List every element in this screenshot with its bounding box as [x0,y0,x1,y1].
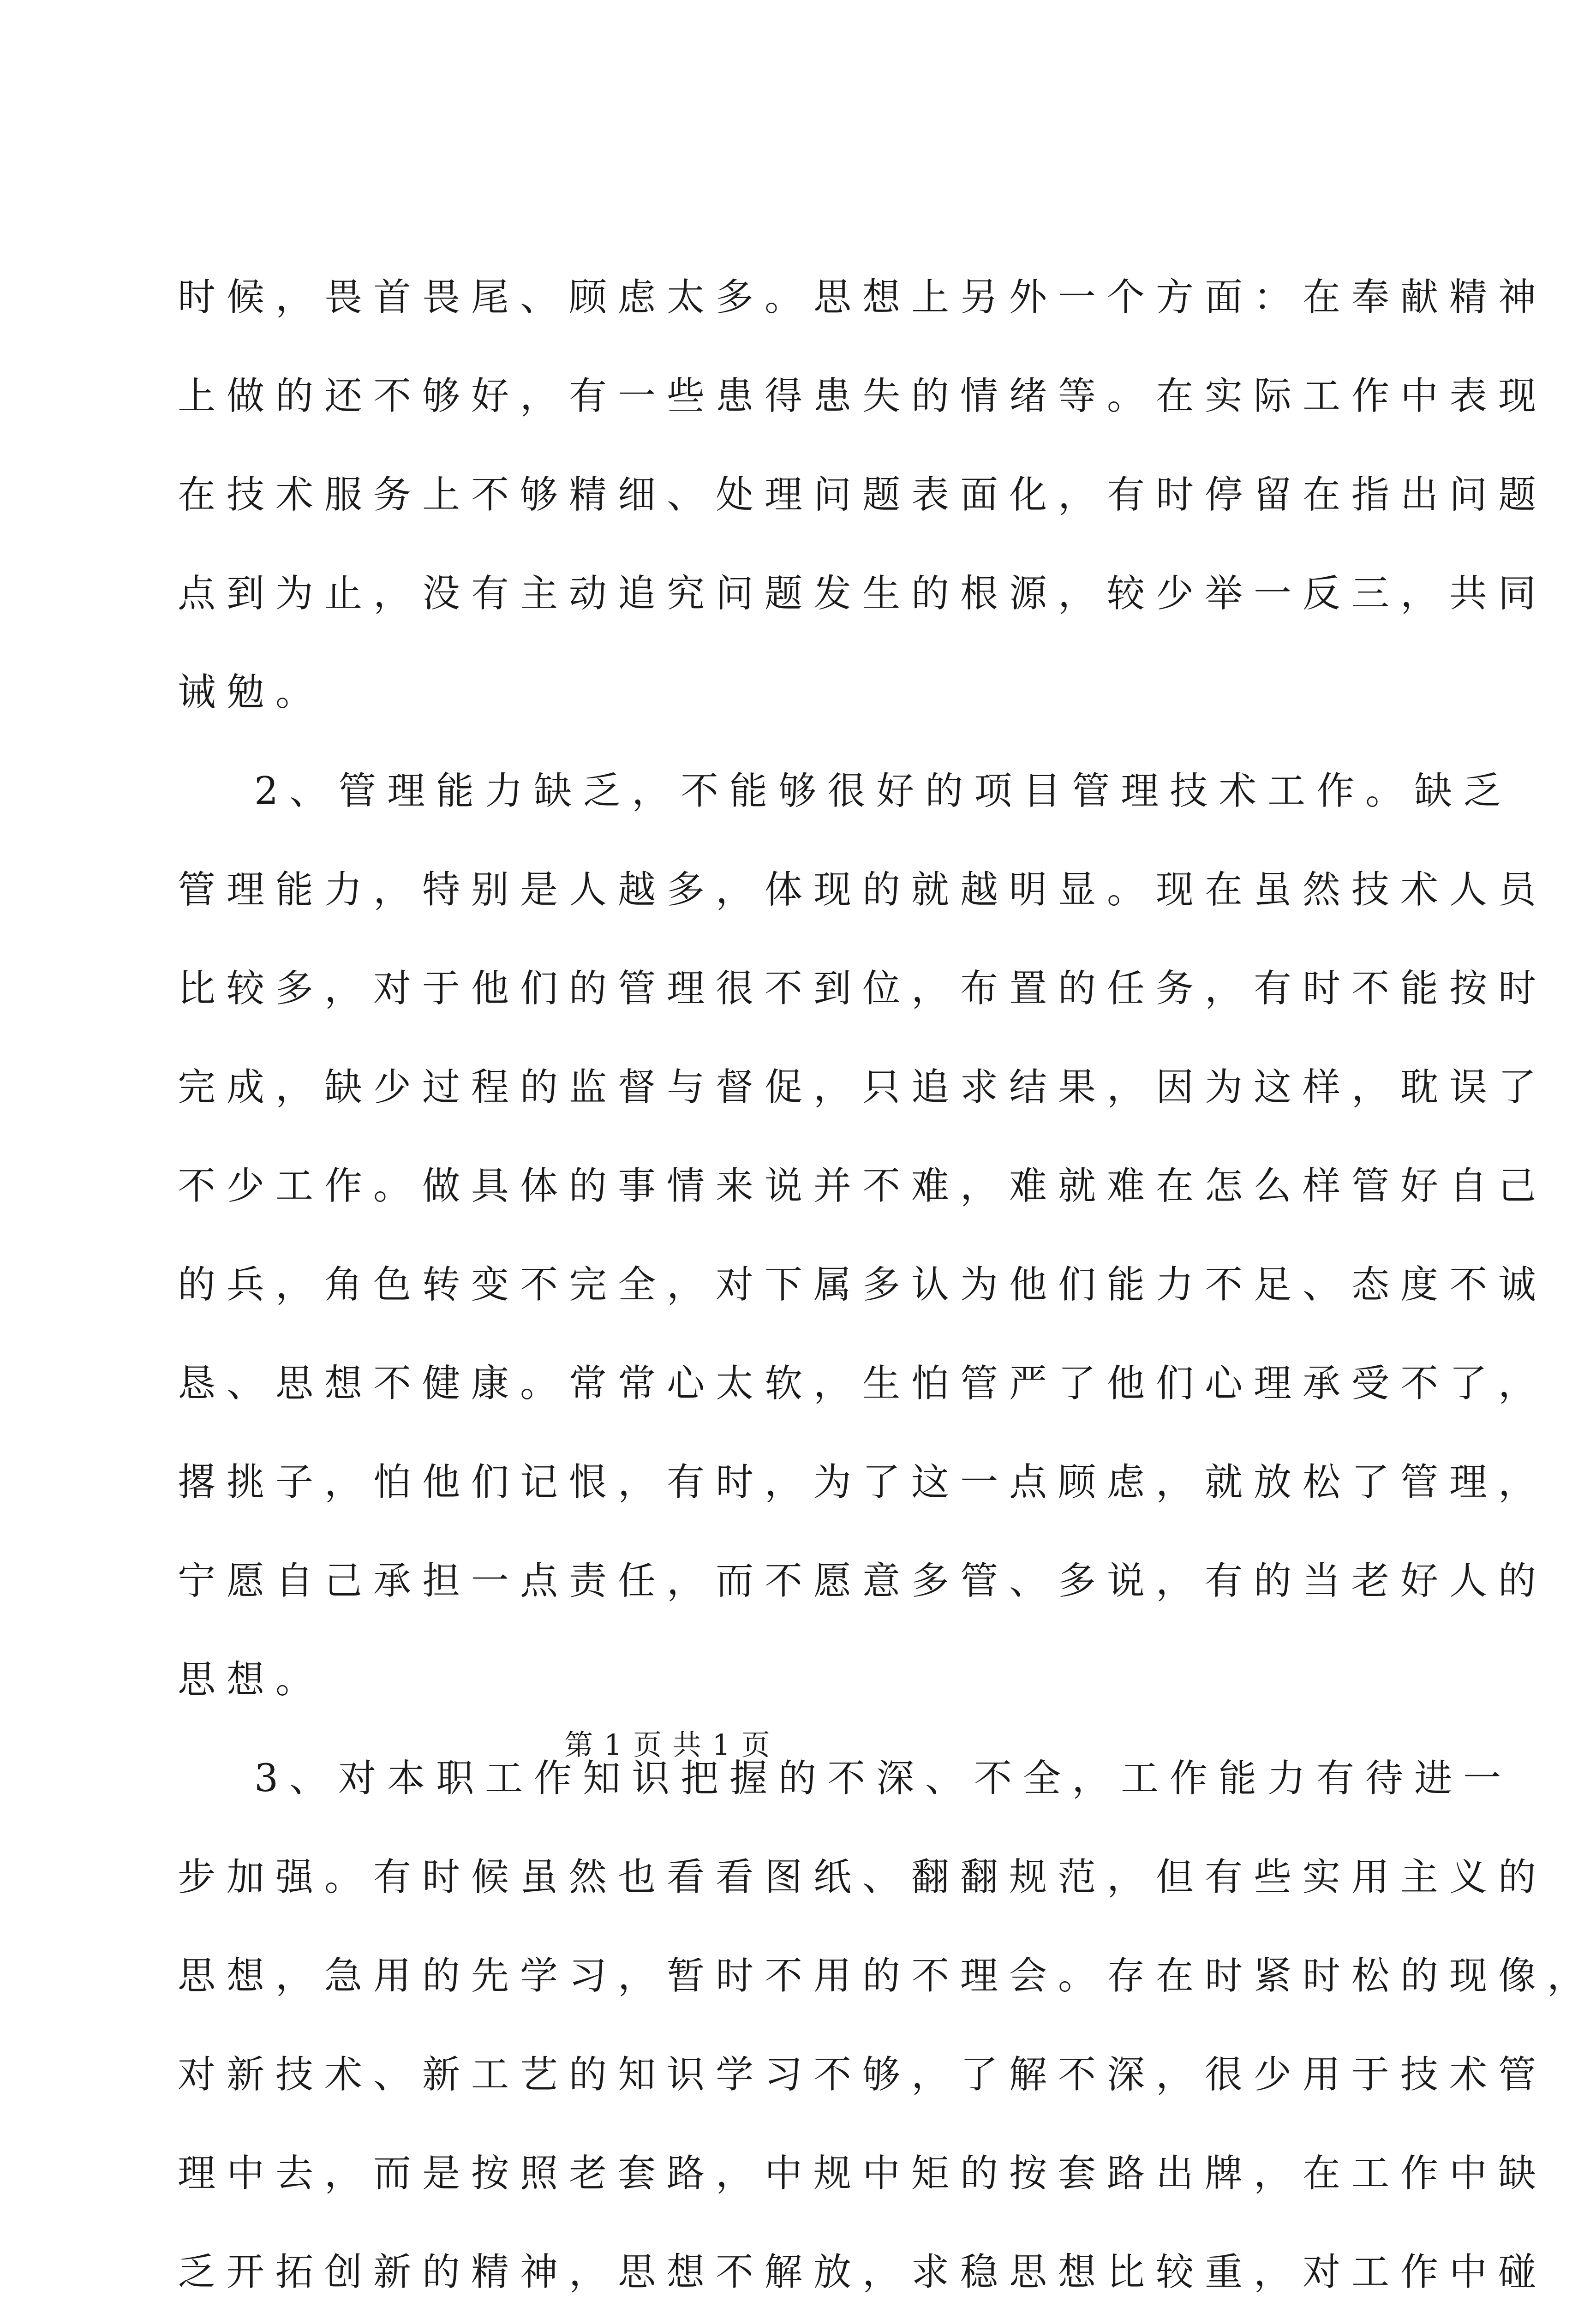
text-line-21: 乏开拓创新的精神，思想不解放，求稳思想比较重，对工作中碰 [178,2250,1548,2294]
text-line-1: 时候，畏首畏尾、顾虑太多。思想上另外一个方面：在奉献精神 [178,275,1548,319]
page-number-footer: 第 1 页 共 1 页 [564,1728,771,1762]
text-line-14: 宁愿自己承担一点责任，而不愿意多管、多说，有的当老好人的 [178,1559,1548,1603]
text-line-13: 撂挑子，怕他们记恨，有时，为了这一点顾虑，就放松了管理， [178,1460,1548,1504]
text-line-20: 理中去，而是按照老套路，中规中矩的按套路出牌，在工作中缺 [178,2152,1548,2195]
text-line-9: 完成，缺少过程的监督与督促，只追求结果，因为这样，耽误了 [178,1065,1548,1109]
text-line-6: 2、管理能力缺乏，不能够很好的项目管理技术工作。缺乏 [254,769,1512,813]
text-line-12: 恳、思想不健康。常常心太软，生怕管严了他们心理承受不了， [178,1362,1548,1405]
text-line-11: 的兵，角色转变不完全，对下属多认为他们能力不足、态度不诚 [178,1263,1548,1307]
text-line-10: 不少工作。做具体的事情来说并不难，难就难在怎么样管好自己 [178,1164,1548,1208]
text-line-5: 诫勉。 [178,670,325,714]
text-line-4: 点到为止，没有主动追究问题发生的根源，较少举一反三，共同 [178,572,1548,616]
document-body [178,248,1596,2307]
text-line-7: 管理能力，特别是人越多，体现的就越明显。现在虽然技术人员 [178,868,1548,912]
text-line-3: 在技术服务上不够精细、处理问题表面化，有时停留在指出问题 [178,473,1548,517]
text-line-18: 思想，急用的先学习，暂时不用的不理会。存在时紧时松的现像， [178,1954,1596,1998]
text-line-8: 比较多，对于他们的管理很不到位，布置的任务，有时不能按时 [178,967,1548,1010]
text-line-15: 思想。 [178,1658,325,1702]
text-line-16: 3、对本职工作知识把握的不深、不全，工作能力有待进一 [254,1757,1512,1800]
text-line-17: 步加强。有时候虽然也看看图纸、翻翻规范，但有些实用主义的 [178,1855,1548,1899]
text-line-19: 对新技术、新工艺的知识学习不够，了解不深，很少用于技术管 [178,2053,1548,2097]
text-line-2: 上做的还不够好，有一些患得患失的情绪等。在实际工作中表现 [178,374,1548,418]
